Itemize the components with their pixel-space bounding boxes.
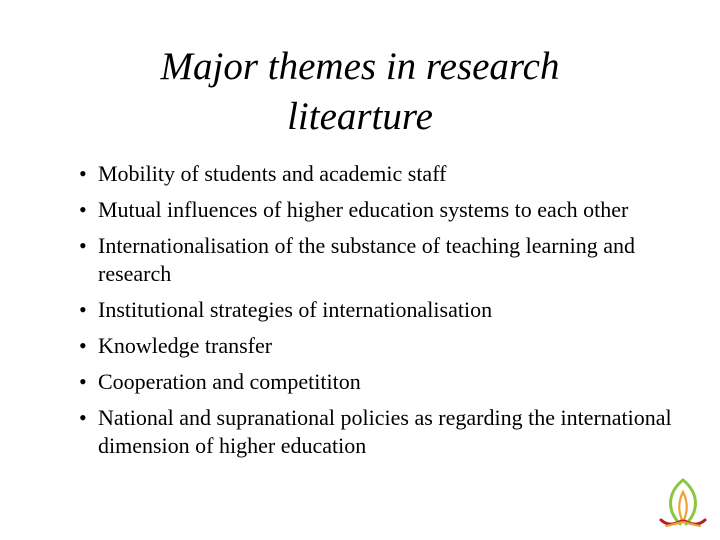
slide-title-line-1: Major themes in research <box>160 45 560 88</box>
bullet-item <box>79 332 719 360</box>
bullet-item <box>79 232 653 288</box>
bullet-text: Cooperation and competititon <box>98 369 361 394</box>
bullet-text: Internationalisation of the substance of teaching learning and research <box>98 233 635 286</box>
bullet-marker: • <box>79 369 87 394</box>
bullet-text: Institutional strategies of internationalisation <box>98 297 493 322</box>
bullet-text: Knowledge transfer <box>98 333 273 358</box>
bullet-item <box>79 160 719 188</box>
slide-title <box>0 42 720 142</box>
bullet-marker: • <box>79 233 87 258</box>
leaf-logo-icon <box>658 478 708 530</box>
bullet-marker: • <box>79 161 87 186</box>
bullet-marker: • <box>79 297 87 322</box>
slide-title-line-2: litearture <box>287 95 433 138</box>
bullet-list <box>79 160 719 468</box>
bullet-text: National and supranational policies as regarding the international dimension of higher education <box>98 405 672 458</box>
bullet-item <box>79 368 719 396</box>
bullet-item <box>79 196 703 224</box>
bullet-marker: • <box>79 333 87 358</box>
bullet-marker: • <box>79 197 87 222</box>
bullet-marker: • <box>79 405 87 430</box>
bullet-text: Mutual influences of higher education systems to each other <box>98 197 629 222</box>
bullet-item <box>79 404 698 460</box>
bullet-item <box>79 296 719 324</box>
bullet-text: Mobility of students and academic staff <box>98 161 447 186</box>
